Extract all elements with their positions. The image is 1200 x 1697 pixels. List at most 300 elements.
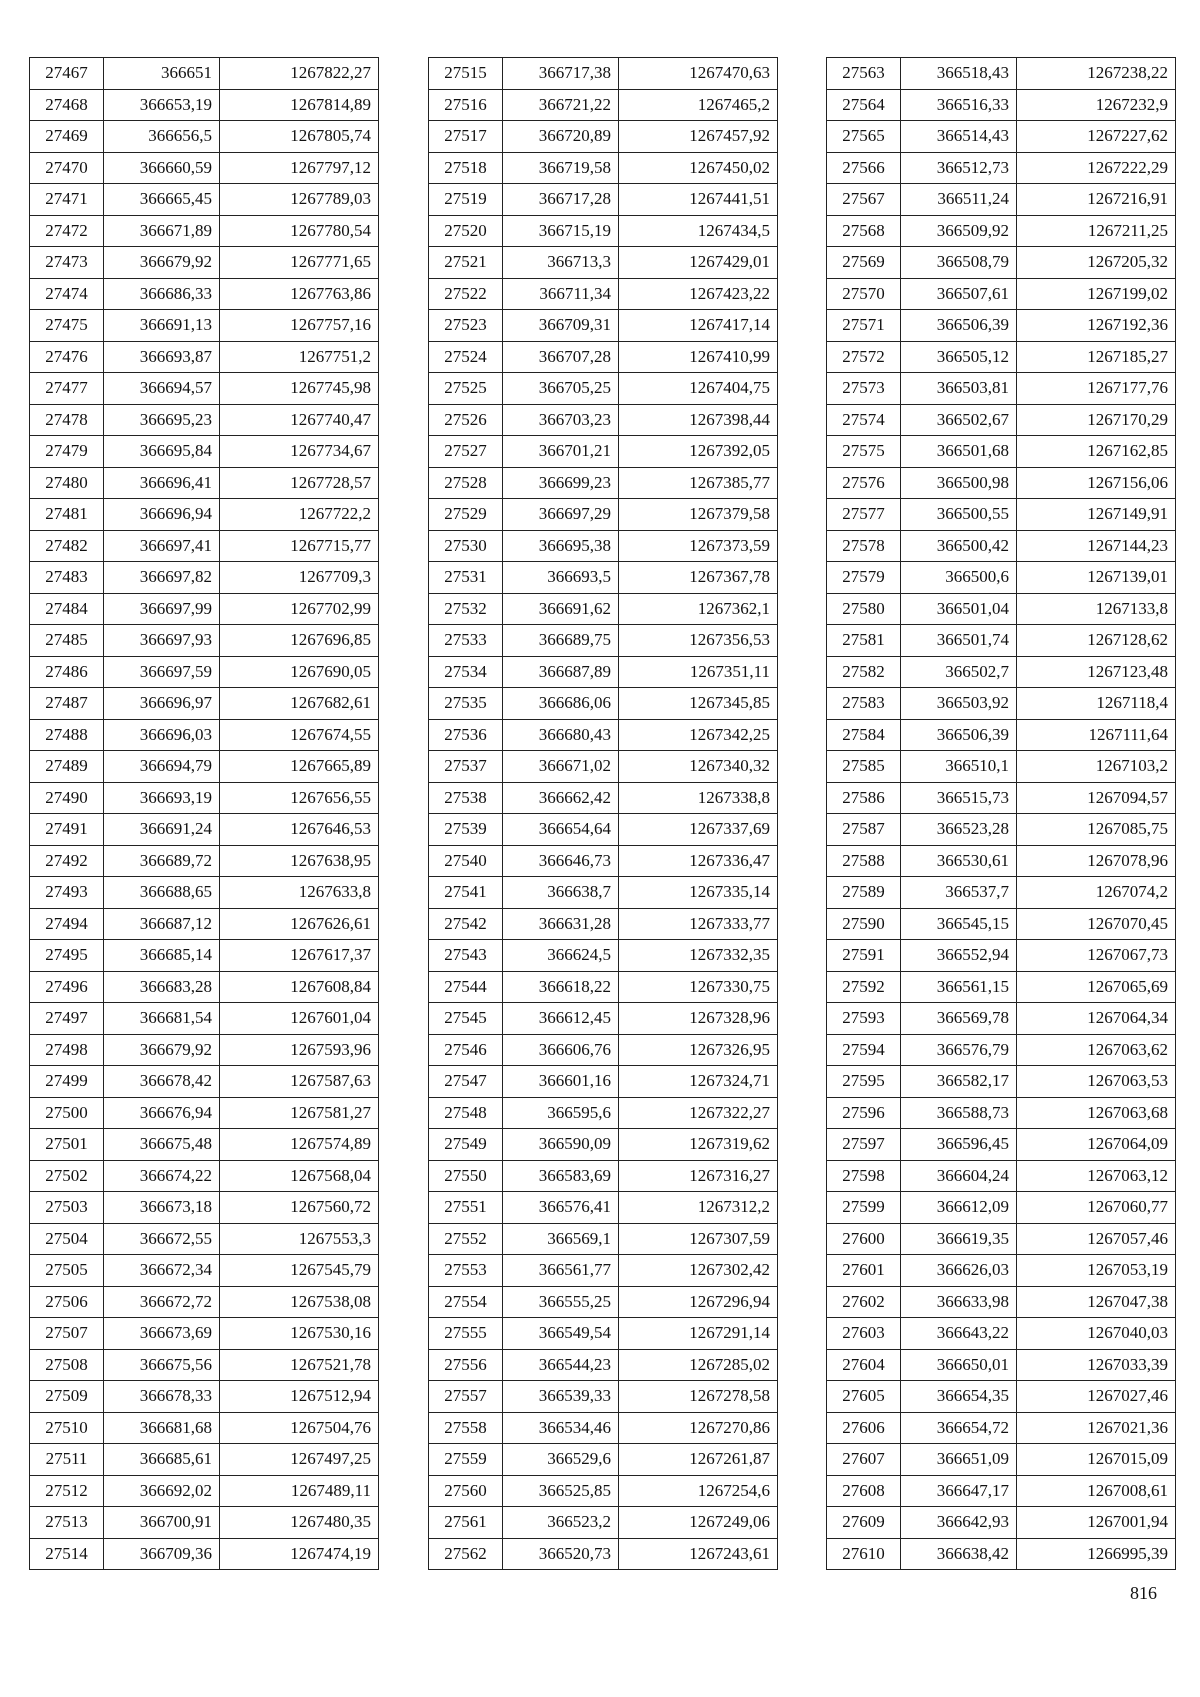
y-coordinate-cell: 1267254,6 [619, 1475, 778, 1507]
y-coordinate-cell: 1267521,78 [220, 1349, 379, 1381]
y-coordinate-cell: 1267111,64 [1017, 719, 1176, 751]
table-row [429, 625, 778, 657]
point-number-cell: 27491 [30, 814, 104, 846]
point-number-cell: 27588 [827, 845, 901, 877]
table-row [429, 89, 778, 121]
table-row [429, 656, 778, 688]
y-coordinate-cell: 1267429,01 [619, 247, 778, 279]
y-coordinate-cell: 1267328,96 [619, 1003, 778, 1035]
x-coordinate-cell: 366500,42 [901, 530, 1017, 562]
y-coordinate-cell: 1267814,89 [220, 89, 379, 121]
table-row [827, 1318, 1176, 1350]
table-row [827, 971, 1176, 1003]
x-coordinate-cell: 366618,22 [503, 971, 619, 1003]
x-coordinate-cell: 366654,35 [901, 1381, 1017, 1413]
point-number-cell: 27539 [429, 814, 503, 846]
point-number-cell: 27585 [827, 751, 901, 783]
point-number-cell: 27531 [429, 562, 503, 594]
x-coordinate-cell: 366697,59 [104, 656, 220, 688]
point-number-cell: 27506 [30, 1286, 104, 1318]
point-number-cell: 27485 [30, 625, 104, 657]
point-number-cell: 27470 [30, 152, 104, 184]
point-number-cell: 27604 [827, 1349, 901, 1381]
table-row [429, 845, 778, 877]
point-number-cell: 27561 [429, 1507, 503, 1539]
y-coordinate-cell: 1266995,39 [1017, 1538, 1176, 1570]
point-number-cell: 27536 [429, 719, 503, 751]
y-coordinate-cell: 1267008,61 [1017, 1475, 1176, 1507]
table-row [30, 184, 379, 216]
y-coordinate-cell: 1267285,02 [619, 1349, 778, 1381]
point-number-cell: 27546 [429, 1034, 503, 1066]
x-coordinate-cell: 366503,81 [901, 373, 1017, 405]
table-row [429, 467, 778, 499]
point-number-cell: 27554 [429, 1286, 503, 1318]
y-coordinate-cell: 1267696,85 [220, 625, 379, 657]
table-row [827, 341, 1176, 373]
point-number-cell: 27511 [30, 1444, 104, 1476]
x-coordinate-cell: 366582,17 [901, 1066, 1017, 1098]
table-row [827, 1475, 1176, 1507]
point-number-cell: 27526 [429, 404, 503, 436]
x-coordinate-cell: 366674,22 [104, 1160, 220, 1192]
y-coordinate-cell: 1267581,27 [220, 1097, 379, 1129]
y-coordinate-cell: 1267379,58 [619, 499, 778, 531]
point-number-cell: 27574 [827, 404, 901, 436]
x-coordinate-cell: 366502,7 [901, 656, 1017, 688]
table-row [827, 247, 1176, 279]
point-number-cell: 27566 [827, 152, 901, 184]
y-coordinate-cell: 1267512,94 [220, 1381, 379, 1413]
table-row [827, 625, 1176, 657]
point-number-cell: 27576 [827, 467, 901, 499]
x-coordinate-cell: 366676,94 [104, 1097, 220, 1129]
x-coordinate-cell: 366709,31 [503, 310, 619, 342]
x-coordinate-cell: 366506,39 [901, 719, 1017, 751]
table-row [827, 404, 1176, 436]
x-coordinate-cell: 366516,33 [901, 89, 1017, 121]
table-row [827, 751, 1176, 783]
y-coordinate-cell: 1267139,01 [1017, 562, 1176, 594]
point-number-cell: 27577 [827, 499, 901, 531]
point-number-cell: 27486 [30, 656, 104, 688]
table-row [30, 1412, 379, 1444]
x-coordinate-cell: 366511,24 [901, 184, 1017, 216]
x-coordinate-cell: 366590,09 [503, 1129, 619, 1161]
y-coordinate-cell: 1267617,37 [220, 940, 379, 972]
point-number-cell: 27467 [30, 58, 104, 90]
y-coordinate-cell: 1267078,96 [1017, 845, 1176, 877]
point-number-cell: 27553 [429, 1255, 503, 1287]
point-number-cell: 27501 [30, 1129, 104, 1161]
table-row [429, 1255, 778, 1287]
table-row [429, 1034, 778, 1066]
y-coordinate-cell: 1267205,32 [1017, 247, 1176, 279]
y-coordinate-cell: 1267170,29 [1017, 404, 1176, 436]
point-number-cell: 27474 [30, 278, 104, 310]
y-coordinate-cell: 1267063,12 [1017, 1160, 1176, 1192]
x-coordinate-cell: 366697,41 [104, 530, 220, 562]
table-row [30, 562, 379, 594]
table-row [429, 1349, 778, 1381]
x-coordinate-cell: 366691,62 [503, 593, 619, 625]
y-coordinate-cell: 1267216,91 [1017, 184, 1176, 216]
y-coordinate-cell: 1267149,91 [1017, 499, 1176, 531]
y-coordinate-cell: 1267238,22 [1017, 58, 1176, 90]
y-coordinate-cell: 1267646,53 [220, 814, 379, 846]
y-coordinate-cell: 1267103,2 [1017, 751, 1176, 783]
point-number-cell: 27476 [30, 341, 104, 373]
point-number-cell: 27558 [429, 1412, 503, 1444]
x-coordinate-cell: 366631,28 [503, 908, 619, 940]
y-coordinate-cell: 1267302,42 [619, 1255, 778, 1287]
y-coordinate-cell: 1267504,76 [220, 1412, 379, 1444]
y-coordinate-cell: 1267261,87 [619, 1444, 778, 1476]
x-coordinate-cell: 366508,79 [901, 247, 1017, 279]
x-coordinate-cell: 366695,84 [104, 436, 220, 468]
x-coordinate-cell: 366525,85 [503, 1475, 619, 1507]
point-number-cell: 27489 [30, 751, 104, 783]
x-coordinate-cell: 366650,01 [901, 1349, 1017, 1381]
coordinate-table-body [30, 58, 379, 1570]
y-coordinate-cell: 1267441,51 [619, 184, 778, 216]
table-row [827, 436, 1176, 468]
x-coordinate-cell: 366544,23 [503, 1349, 619, 1381]
y-coordinate-cell: 1267450,02 [619, 152, 778, 184]
point-number-cell: 27597 [827, 1129, 901, 1161]
x-coordinate-cell: 366656,5 [104, 121, 220, 153]
point-number-cell: 27608 [827, 1475, 901, 1507]
x-coordinate-cell: 366515,73 [901, 782, 1017, 814]
y-coordinate-cell: 1267780,54 [220, 215, 379, 247]
x-coordinate-cell: 366683,28 [104, 971, 220, 1003]
point-number-cell: 27600 [827, 1223, 901, 1255]
y-coordinate-cell: 1267709,3 [220, 562, 379, 594]
y-coordinate-cell: 1267568,04 [220, 1160, 379, 1192]
table-row [429, 404, 778, 436]
y-coordinate-cell: 1267330,75 [619, 971, 778, 1003]
table-row [30, 530, 379, 562]
table-row [429, 184, 778, 216]
point-number-cell: 27529 [429, 499, 503, 531]
point-number-cell: 27528 [429, 467, 503, 499]
y-coordinate-cell: 1267243,61 [619, 1538, 778, 1570]
y-coordinate-cell: 1267715,77 [220, 530, 379, 562]
y-coordinate-cell: 1267434,5 [619, 215, 778, 247]
x-coordinate-cell: 366675,56 [104, 1349, 220, 1381]
y-coordinate-cell: 1267489,11 [220, 1475, 379, 1507]
table-row [30, 625, 379, 657]
x-coordinate-cell: 366500,55 [901, 499, 1017, 531]
point-number-cell: 27505 [30, 1255, 104, 1287]
x-coordinate-cell: 366569,1 [503, 1223, 619, 1255]
table-row [30, 404, 379, 436]
y-coordinate-cell: 1267128,62 [1017, 625, 1176, 657]
point-number-cell: 27538 [429, 782, 503, 814]
x-coordinate-cell: 366720,89 [503, 121, 619, 153]
table-row [827, 121, 1176, 153]
y-coordinate-cell: 1267074,2 [1017, 877, 1176, 909]
point-number-cell: 27548 [429, 1097, 503, 1129]
y-coordinate-cell: 1267001,94 [1017, 1507, 1176, 1539]
x-coordinate-cell: 366576,79 [901, 1034, 1017, 1066]
point-number-cell: 27579 [827, 562, 901, 594]
point-number-cell: 27562 [429, 1538, 503, 1570]
y-coordinate-cell: 1267417,14 [619, 310, 778, 342]
table-row [827, 814, 1176, 846]
x-coordinate-cell: 366606,76 [503, 1034, 619, 1066]
y-coordinate-cell: 1267063,53 [1017, 1066, 1176, 1098]
x-coordinate-cell: 366697,29 [503, 499, 619, 531]
table-row [827, 562, 1176, 594]
x-coordinate-cell: 366689,75 [503, 625, 619, 657]
table-row [429, 593, 778, 625]
x-coordinate-cell: 366719,58 [503, 152, 619, 184]
table-row [429, 530, 778, 562]
table-row [827, 310, 1176, 342]
y-coordinate-cell: 1267291,14 [619, 1318, 778, 1350]
point-number-cell: 27609 [827, 1507, 901, 1539]
point-number-cell: 27563 [827, 58, 901, 90]
table-row [827, 1381, 1176, 1413]
table-row [30, 814, 379, 846]
table-row [30, 719, 379, 751]
x-coordinate-cell: 366685,61 [104, 1444, 220, 1476]
point-number-cell: 27590 [827, 908, 901, 940]
point-number-cell: 27475 [30, 310, 104, 342]
table-row [429, 1097, 778, 1129]
y-coordinate-cell: 1267538,08 [220, 1286, 379, 1318]
point-number-cell: 27573 [827, 373, 901, 405]
table-row [429, 247, 778, 279]
x-coordinate-cell: 366662,42 [503, 782, 619, 814]
point-number-cell: 27482 [30, 530, 104, 562]
x-coordinate-cell: 366633,98 [901, 1286, 1017, 1318]
table-row [429, 1412, 778, 1444]
x-coordinate-cell: 366686,33 [104, 278, 220, 310]
y-coordinate-cell: 1267656,55 [220, 782, 379, 814]
table-row [827, 58, 1176, 90]
y-coordinate-cell: 1267608,84 [220, 971, 379, 1003]
point-number-cell: 27490 [30, 782, 104, 814]
x-coordinate-cell: 366715,19 [503, 215, 619, 247]
table-row [827, 593, 1176, 625]
y-coordinate-cell: 1267227,62 [1017, 121, 1176, 153]
point-number-cell: 27524 [429, 341, 503, 373]
table-row [429, 688, 778, 720]
y-coordinate-cell: 1267345,85 [619, 688, 778, 720]
table-row [30, 1318, 379, 1350]
x-coordinate-cell: 366699,23 [503, 467, 619, 499]
x-coordinate-cell: 366688,65 [104, 877, 220, 909]
y-coordinate-cell: 1267185,27 [1017, 341, 1176, 373]
point-number-cell: 27560 [429, 1475, 503, 1507]
point-number-cell: 27494 [30, 908, 104, 940]
point-number-cell: 27557 [429, 1381, 503, 1413]
x-coordinate-cell: 366539,33 [503, 1381, 619, 1413]
x-coordinate-cell: 366711,34 [503, 278, 619, 310]
x-coordinate-cell: 366672,55 [104, 1223, 220, 1255]
point-number-cell: 27601 [827, 1255, 901, 1287]
point-number-cell: 27530 [429, 530, 503, 562]
x-coordinate-cell: 366697,82 [104, 562, 220, 594]
x-coordinate-cell: 366500,98 [901, 467, 1017, 499]
table-row [827, 1255, 1176, 1287]
table-row [827, 184, 1176, 216]
table-row [30, 310, 379, 342]
y-coordinate-cell: 1267085,75 [1017, 814, 1176, 846]
y-coordinate-cell: 1267751,2 [220, 341, 379, 373]
point-number-cell: 27484 [30, 593, 104, 625]
x-coordinate-cell: 366514,43 [901, 121, 1017, 153]
y-coordinate-cell: 1267015,09 [1017, 1444, 1176, 1476]
point-number-cell: 27575 [827, 436, 901, 468]
y-coordinate-cell: 1267118,4 [1017, 688, 1176, 720]
x-coordinate-cell: 366673,18 [104, 1192, 220, 1224]
point-number-cell: 27550 [429, 1160, 503, 1192]
y-coordinate-cell: 1267333,77 [619, 908, 778, 940]
y-coordinate-cell: 1267232,9 [1017, 89, 1176, 121]
y-coordinate-cell: 1267053,19 [1017, 1255, 1176, 1287]
y-coordinate-cell: 1267278,58 [619, 1381, 778, 1413]
y-coordinate-cell: 1267745,98 [220, 373, 379, 405]
y-coordinate-cell: 1267064,09 [1017, 1129, 1176, 1161]
x-coordinate-cell: 366687,12 [104, 908, 220, 940]
x-coordinate-cell: 366506,39 [901, 310, 1017, 342]
y-coordinate-cell: 1267021,36 [1017, 1412, 1176, 1444]
x-coordinate-cell: 366695,38 [503, 530, 619, 562]
point-number-cell: 27568 [827, 215, 901, 247]
x-coordinate-cell: 366660,59 [104, 152, 220, 184]
point-number-cell: 27537 [429, 751, 503, 783]
x-coordinate-cell: 366678,42 [104, 1066, 220, 1098]
x-coordinate-cell: 366638,42 [901, 1538, 1017, 1570]
point-number-cell: 27508 [30, 1349, 104, 1381]
table-row [429, 814, 778, 846]
x-coordinate-cell: 366654,72 [901, 1412, 1017, 1444]
point-number-cell: 27513 [30, 1507, 104, 1539]
y-coordinate-cell: 1267342,25 [619, 719, 778, 751]
table-row [429, 499, 778, 531]
x-coordinate-cell: 366665,45 [104, 184, 220, 216]
table-row [30, 341, 379, 373]
y-coordinate-cell: 1267340,32 [619, 751, 778, 783]
y-coordinate-cell: 1267336,47 [619, 845, 778, 877]
y-coordinate-cell: 1267593,96 [220, 1034, 379, 1066]
table-row [429, 1160, 778, 1192]
table-row [429, 121, 778, 153]
x-coordinate-cell: 366534,46 [503, 1412, 619, 1444]
x-coordinate-cell: 366518,43 [901, 58, 1017, 90]
table-row [429, 1066, 778, 1098]
table-row [30, 782, 379, 814]
point-number-cell: 27473 [30, 247, 104, 279]
table-row [429, 310, 778, 342]
x-coordinate-cell: 366647,17 [901, 1475, 1017, 1507]
point-number-cell: 27610 [827, 1538, 901, 1570]
x-coordinate-cell: 366501,68 [901, 436, 1017, 468]
x-coordinate-cell: 366673,69 [104, 1318, 220, 1350]
table-row [827, 1412, 1176, 1444]
point-number-cell: 27582 [827, 656, 901, 688]
table-row [30, 971, 379, 1003]
y-coordinate-cell: 1267211,25 [1017, 215, 1176, 247]
x-coordinate-cell: 366703,23 [503, 404, 619, 436]
y-coordinate-cell: 1267690,05 [220, 656, 379, 688]
x-coordinate-cell: 366691,24 [104, 814, 220, 846]
x-coordinate-cell: 366694,57 [104, 373, 220, 405]
table-row [429, 215, 778, 247]
point-number-cell: 27479 [30, 436, 104, 468]
x-coordinate-cell: 366624,5 [503, 940, 619, 972]
table-row [429, 1003, 778, 1035]
x-coordinate-cell: 366537,7 [901, 877, 1017, 909]
point-number-cell: 27518 [429, 152, 503, 184]
x-coordinate-cell: 366552,94 [901, 940, 1017, 972]
table-row [827, 215, 1176, 247]
coordinate-table-1 [29, 57, 379, 1570]
y-coordinate-cell: 1267063,62 [1017, 1034, 1176, 1066]
table-row [30, 656, 379, 688]
y-coordinate-cell: 1267465,2 [619, 89, 778, 121]
point-number-cell: 27504 [30, 1223, 104, 1255]
table-row [429, 58, 778, 90]
x-coordinate-cell: 366612,45 [503, 1003, 619, 1035]
table-row [827, 1192, 1176, 1224]
x-coordinate-cell: 366549,54 [503, 1318, 619, 1350]
x-coordinate-cell: 366717,28 [503, 184, 619, 216]
x-coordinate-cell: 366696,03 [104, 719, 220, 751]
y-coordinate-cell: 1267638,95 [220, 845, 379, 877]
x-coordinate-cell: 366529,6 [503, 1444, 619, 1476]
table-row [30, 1034, 379, 1066]
table-row [30, 152, 379, 184]
point-number-cell: 27606 [827, 1412, 901, 1444]
x-coordinate-cell: 366588,73 [901, 1097, 1017, 1129]
x-coordinate-cell: 366671,89 [104, 215, 220, 247]
point-number-cell: 27535 [429, 688, 503, 720]
point-number-cell: 27478 [30, 404, 104, 436]
x-coordinate-cell: 366693,87 [104, 341, 220, 373]
point-number-cell: 27502 [30, 1160, 104, 1192]
x-coordinate-cell: 366692,02 [104, 1475, 220, 1507]
coordinate-table-body [827, 58, 1176, 1570]
y-coordinate-cell: 1267094,57 [1017, 782, 1176, 814]
y-coordinate-cell: 1267587,63 [220, 1066, 379, 1098]
y-coordinate-cell: 1267626,61 [220, 908, 379, 940]
y-coordinate-cell: 1267457,92 [619, 121, 778, 153]
table-row [429, 1192, 778, 1224]
y-coordinate-cell: 1267601,04 [220, 1003, 379, 1035]
point-number-cell: 27547 [429, 1066, 503, 1098]
x-coordinate-cell: 366502,67 [901, 404, 1017, 436]
x-coordinate-cell: 366530,61 [901, 845, 1017, 877]
point-number-cell: 27488 [30, 719, 104, 751]
y-coordinate-cell: 1267674,55 [220, 719, 379, 751]
x-coordinate-cell: 366689,72 [104, 845, 220, 877]
x-coordinate-cell: 366561,77 [503, 1255, 619, 1287]
point-number-cell: 27569 [827, 247, 901, 279]
x-coordinate-cell: 366681,68 [104, 1412, 220, 1444]
table-row [429, 782, 778, 814]
point-number-cell: 27516 [429, 89, 503, 121]
y-coordinate-cell: 1267316,27 [619, 1160, 778, 1192]
y-coordinate-cell: 1267027,46 [1017, 1381, 1176, 1413]
point-number-cell: 27527 [429, 436, 503, 468]
y-coordinate-cell: 1267326,95 [619, 1034, 778, 1066]
point-number-cell: 27532 [429, 593, 503, 625]
point-number-cell: 27471 [30, 184, 104, 216]
